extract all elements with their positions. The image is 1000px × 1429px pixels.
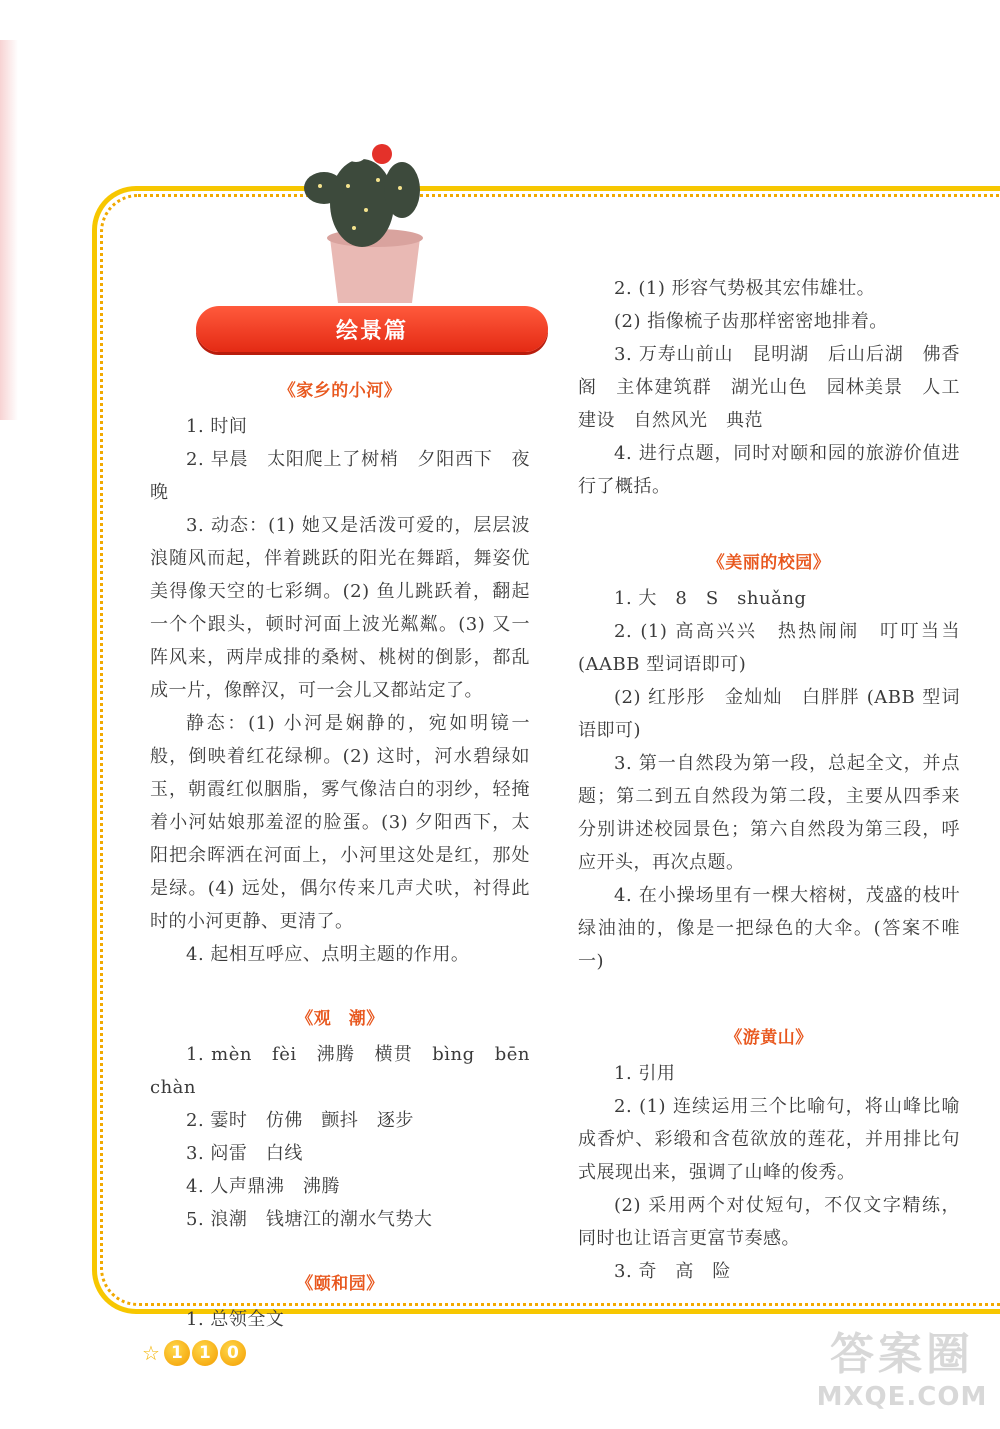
- right-column: [578, 272, 960, 1288]
- section-title: 《家乡的小河》: [278, 381, 402, 401]
- left-column: [150, 371, 530, 1336]
- cactus-illustration: [290, 128, 460, 308]
- spacer: [150, 971, 530, 999]
- answer-paragraph: 2. (1) 高高兴兴 热热闹闹 叮叮当当 (AABB 型词语即可): [578, 621, 960, 675]
- answer-paragraph: 3. 第一自然段为第一段，总起全文，并点题；第二到五自然段为第二段，主要从四季来分别讲述校园景色；第六自然段为第三段，呼应开头，再次点题。: [578, 753, 960, 873]
- answer-paragraph: 4. 在小操场里有一棵大榕树，茂盛的枝叶绿油油的，像是一把绿色的大伞。(答案不唯一): [578, 885, 960, 972]
- answer-paragraph: (2) 采用两个对仗短句，不仅文字精练，同时也让语言更富节奏感。: [578, 1195, 960, 1249]
- answer-paragraph: 4. 人声鼎沸 沸腾: [186, 1176, 340, 1197]
- answer-paragraph: (2) 指像梳子齿那样密密地排着。: [614, 311, 888, 332]
- answer-paragraph: 静态：(1) 小河是娴静的，宛如明镜一般，倒映着红花绿柳。(2) 这时，河水碧绿如玉，朝霞红似胭脂，雾气像洁白的羽纱，轻掩着小河姑娘那羞涩的脸蛋。(3) 夕阳西下，太阳把余晖洒在河面上，小河里这处是红，那处是绿。(4) 远处，偶尔传来几声犬吠，衬得此时的小河更静、更清了。: [150, 713, 530, 932]
- page-edge-tint: [0, 40, 18, 420]
- section-title: 《颐和园》: [296, 1274, 384, 1294]
- answer-paragraph: 1. mèn fèi 沸腾 横贯 bìng bēn chàn: [150, 1044, 530, 1098]
- answer-paragraph: 2. 霎时 仿佛 颤抖 逐步: [186, 1110, 414, 1131]
- answer-paragraph: 2. (1) 连续运用三个比喻句，将山峰比喻成香炉、彩缎和含苞欲放的莲花，并用排比句式展现出来，强调了山峰的俊秀。: [578, 1096, 960, 1183]
- answer-paragraph: 3. 奇 高 险: [614, 1261, 731, 1282]
- answer-paragraph: 5. 浪潮 钱塘江的潮水气势大: [186, 1209, 433, 1230]
- answer-paragraph: 3. 动态：(1) 她又是活泼可爱的，层层波浪随风而起，伴着跳跃的阳光在舞蹈，舞姿优美得像天空的七彩绸。(2) 鱼儿跳跃着，翻起一个个跟头，顿时河面上波光粼粼。(3) 又一阵风来，两岸成排的桑树、桃树的倒影，都乱成一片，像醉汉，可一会儿又都站定了。: [150, 515, 530, 701]
- answer-paragraph: 3. 万寿山前山 昆明湖 后山后湖 佛香阁 主体建筑群 湖光山色 园林美景 人工建设 自然风光 典范: [578, 344, 960, 431]
- answer-paragraph: (2) 红彤彤 金灿灿 白胖胖 (ABB 型词语即可): [578, 687, 960, 741]
- page-digit: 0: [220, 1340, 246, 1366]
- spacer: [150, 1236, 530, 1264]
- spacer: [578, 503, 960, 543]
- page-digit: 1: [164, 1340, 190, 1366]
- spacer: [578, 978, 960, 1018]
- answer-paragraph: 3. 闷雷 白线: [186, 1143, 303, 1164]
- answer-paragraph: 4. 起相互呼应、点明主题的作用。: [186, 944, 470, 965]
- section-title: 《观 潮》: [296, 1009, 384, 1029]
- star-icon: ☆: [142, 1341, 160, 1365]
- answer-paragraph: 2. (1) 形容气势极其宏伟雄壮。: [614, 278, 876, 299]
- answer-paragraph: 4. 进行点题，同时对颐和园的旅游价值进行了概括。: [578, 443, 960, 497]
- section-title: 《美丽的校园》: [707, 553, 831, 573]
- answer-paragraph: 1. 大 8 S shuǎng: [614, 588, 807, 609]
- answer-paragraph: 1. 总领全文: [186, 1309, 285, 1330]
- answer-paragraph: 1. 引用: [614, 1063, 676, 1084]
- watermark-logo: 答案圈 MXQE.COM: [816, 1329, 988, 1412]
- answer-paragraph: 2. 早晨 太阳爬上了树梢 夕阳西下 夜晚: [150, 449, 530, 503]
- section-title: 《游黄山》: [725, 1028, 813, 1048]
- section-banner: 绘景篇: [196, 306, 548, 352]
- answer-paragraph: 1. 时间: [186, 416, 248, 437]
- page-number: [142, 1340, 246, 1366]
- page-digit: 1: [192, 1340, 218, 1366]
